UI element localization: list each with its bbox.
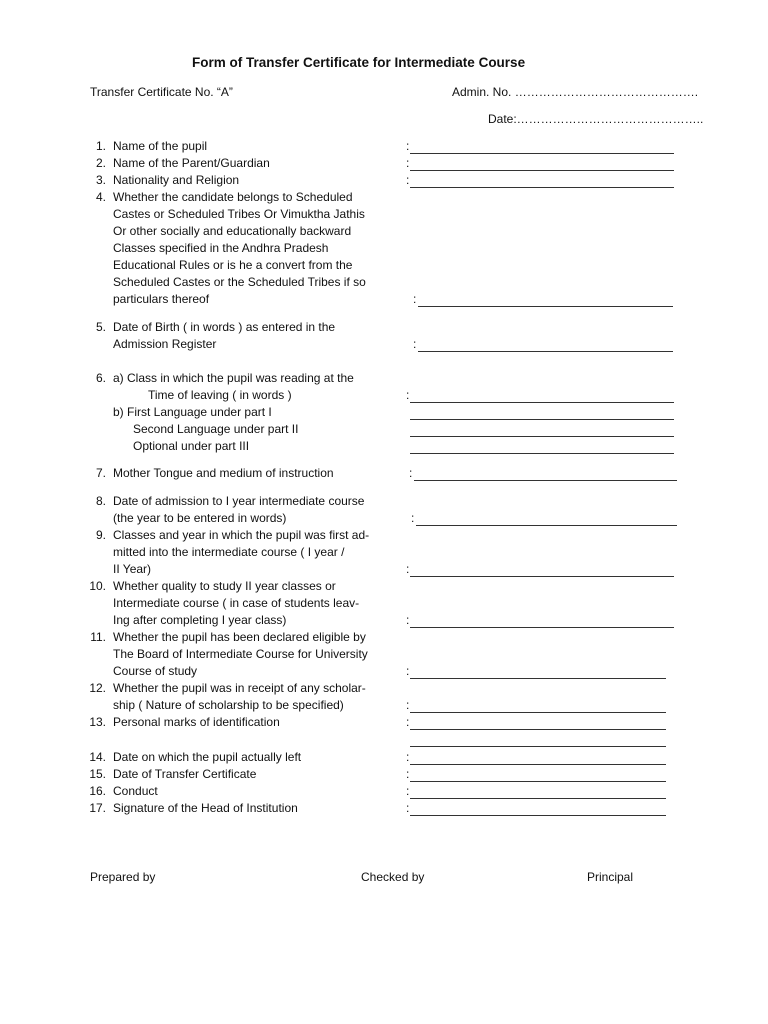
- item-label-mother-tongue: Mother Tongue and medium of instruction: [113, 466, 334, 480]
- item-label-date-of-birth: Admission Register: [113, 337, 217, 351]
- colon: :: [406, 784, 410, 798]
- answer-line[interactable]: [414, 480, 677, 481]
- answer-line[interactable]: [410, 746, 666, 747]
- answer-line[interactable]: [410, 781, 666, 782]
- colon: :: [413, 337, 417, 351]
- item-number: 2.: [95, 156, 106, 170]
- item-label-classes-and-year: II Year): [113, 562, 152, 576]
- item-label-classes-and-year: Classes and year in which the pupil was first ad-: [113, 528, 370, 542]
- item-label-caste-line: Scheduled Castes or the Scheduled Tribes if so: [113, 275, 366, 289]
- item-label-caste-line: Educational Rules or is he a convert from the: [113, 258, 353, 272]
- item-label-date-left: Date on which the pupil actually left: [113, 750, 302, 764]
- answer-line[interactable]: [410, 187, 674, 188]
- item-number: 5.: [95, 320, 106, 334]
- colon: :: [406, 698, 410, 712]
- item-number: 17.: [89, 801, 106, 815]
- item-label-class-at-leaving: Time of leaving ( in words ): [148, 388, 292, 402]
- item-label-qualified-second-year: Intermediate course ( in case of students leav-: [113, 596, 360, 610]
- answer-line[interactable]: [410, 170, 674, 171]
- date-label: Date:………………………………………..: [488, 112, 704, 126]
- item-label-parent-guardian: Name of the Parent/Guardian: [113, 156, 270, 170]
- item-number: 13.: [89, 715, 106, 729]
- item-number: 12.: [89, 681, 106, 695]
- item-label-declared-eligible: Course of study: [113, 664, 198, 678]
- item-label-nationality-religion: Nationality and Religion: [113, 173, 240, 187]
- answer-line[interactable]: [410, 576, 674, 577]
- answer-line[interactable]: [410, 764, 666, 765]
- item-label-declared-eligible: The Board of Intermediate Course for University: [113, 647, 368, 661]
- item-label-date-of-birth: Date of Birth ( in words ) as entered in the: [113, 320, 336, 334]
- answer-line[interactable]: [416, 525, 677, 526]
- item-label-name-of-pupil: Name of the pupil: [113, 139, 208, 153]
- answer-line[interactable]: [410, 153, 674, 154]
- item-label-caste-line: Whether the candidate belongs to Scheduled: [113, 190, 353, 204]
- item-number: 6.: [95, 371, 106, 385]
- admin-number-label: Admin. No. ……………………………………….: [452, 85, 699, 99]
- answer-line[interactable]: [410, 712, 666, 713]
- checked-by-label: Checked by: [361, 870, 425, 884]
- item-label-classes-and-year: mitted into the intermediate course ( I year /: [113, 545, 345, 559]
- item-label-date-of-tc: Date of Transfer Certificate: [113, 767, 257, 781]
- item-label-date-of-admission: Date of admission to I year intermediate course: [113, 494, 365, 508]
- item-label-qualified-second-year: Ing after completing I year class): [113, 613, 287, 627]
- answer-line[interactable]: [410, 402, 674, 403]
- colon: :: [413, 292, 417, 306]
- item-number: 8.: [95, 494, 106, 508]
- colon: :: [406, 156, 410, 170]
- answer-line[interactable]: [418, 351, 673, 352]
- item-label-declared-eligible: Whether the pupil has been declared eligible by: [113, 630, 366, 644]
- item-number: 7.: [95, 466, 106, 480]
- colon: :: [406, 801, 410, 815]
- colon: :: [406, 139, 410, 153]
- answer-line[interactable]: [418, 306, 673, 307]
- prepared-by-label: Prepared by: [90, 870, 156, 884]
- item-label-date-of-admission: (the year to be entered in words): [113, 511, 287, 525]
- item-label-caste-line: Castes or Scheduled Tribes Or Vimuktha Jathis: [113, 207, 365, 221]
- item-label-qualified-second-year: Whether quality to study II year classes or: [113, 579, 336, 593]
- colon: :: [411, 511, 415, 525]
- answer-line[interactable]: [410, 815, 666, 816]
- colon: :: [406, 715, 410, 729]
- answer-line[interactable]: [410, 678, 666, 679]
- answer-line[interactable]: [410, 453, 674, 454]
- colon: :: [406, 664, 410, 678]
- answer-line[interactable]: [410, 627, 674, 628]
- principal-label: Principal: [587, 870, 634, 884]
- item-label-optional: Optional under part III: [133, 439, 250, 453]
- item-label-conduct: Conduct: [113, 784, 158, 798]
- answer-line[interactable]: [410, 798, 666, 799]
- item-number: 4.: [95, 190, 106, 204]
- colon: :: [406, 767, 410, 781]
- answer-line[interactable]: [410, 729, 666, 730]
- item-label-first-language: b) First Language under part I: [113, 405, 272, 419]
- item-label-scholarship: Whether the pupil was in receipt of any scholar-: [113, 681, 366, 695]
- item-label-class-at-leaving: a) Class in which the pupil was reading at the: [113, 371, 354, 385]
- item-number: 16.: [89, 784, 106, 798]
- item-number: 15.: [89, 767, 106, 781]
- answer-line[interactable]: [410, 419, 674, 420]
- item-label-identification-marks: Personal marks of identification: [113, 715, 280, 729]
- item-label-scholarship: ship ( Nature of scholarship to be specified): [113, 698, 344, 712]
- colon: :: [406, 173, 410, 187]
- form-title: Form of Transfer Certificate for Intermediate Course: [192, 55, 526, 70]
- tc-number-label: Transfer Certificate No. “A”: [90, 85, 233, 99]
- item-number: 10.: [89, 579, 106, 593]
- item-number: 9.: [95, 528, 106, 542]
- item-number: 3.: [95, 173, 106, 187]
- item-label-second-language: Second Language under part II: [133, 422, 299, 436]
- item-number: 11.: [90, 630, 106, 644]
- colon: :: [406, 613, 410, 627]
- colon: :: [406, 388, 410, 402]
- colon: :: [406, 562, 410, 576]
- item-number: 14.: [89, 750, 106, 764]
- item-label-caste-line: particulars thereof: [113, 292, 210, 306]
- item-label-caste-line: Classes specified in the Andhra Pradesh: [113, 241, 329, 255]
- answer-line[interactable]: [410, 436, 674, 437]
- item-label-caste-line: Or other socially and educationally backward: [113, 224, 352, 238]
- colon: :: [406, 750, 410, 764]
- item-label-head-signature: Signature of the Head of Institution: [113, 801, 298, 815]
- item-number: 1.: [95, 139, 106, 153]
- colon: :: [409, 466, 413, 480]
